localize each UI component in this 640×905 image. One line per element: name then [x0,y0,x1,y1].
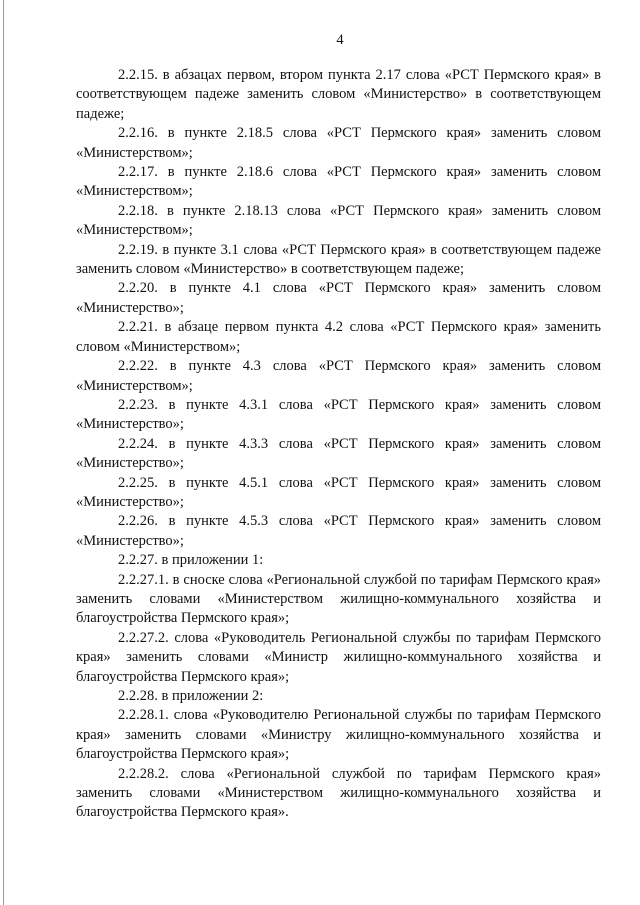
paragraph-2-2-27: 2.2.27. в приложении 1: [118,552,264,569]
paragraph-2-2-16: 2.2.16. в пункте 2.18.5 слова «РСТ Пермского края» заменить словом «Министерством»; [76,125,601,161]
paragraph-2-2-18: 2.2.18. в пункте 2.18.13 слова «РСТ Пермского края» заменить словом «Министерством»; [76,202,601,239]
paragraph-2-2-23: 2.2.23. в пункте 4.3.1 слова «РСТ Пермского края» заменить словом «Министерство»; [76,396,601,433]
paragraph-2-2-19: 2.2.19. в пункте 3.1 слова «РСТ Пермского края» в соответствующем падеже заменить словом «Министерство» в соответствующем падеже; [76,241,601,278]
paragraph-2-2-15: 2.2.15. в абзацах первом, втором пункта 2.17 слова «РСТ Пермского края» в соответствующем падеже заменить словом «Министерство» в соответствующем падеже; [76,67,601,122]
paragraph-2-2-21: 2.2.21. в абзаце первом пункта 4.2 слова «РСТ Пермского края» заменить словом «Министерством»; [76,319,601,355]
paragraph-2-2-28-1: 2.2.28.1. слова «Руководителю Региональной службы по тарифам Пермского края» заменить словами «Министру жилищно-коммунального хозяйства и благоустройства Пермского края»; [76,707,601,763]
page-edge-line [3,0,4,905]
paragraph-2-2-28: 2.2.28. в приложении 2: [118,688,264,704]
paragraph-2-2-17: 2.2.17. в пункте 2.18.6 слова «РСТ Пермского края» заменить словом «Министерством»; [76,164,601,200]
paragraph-2-2-20: 2.2.20. в пункте 4.1 слова «РСТ Пермского края» заменить словом «Министерство»; [76,280,601,316]
paragraph-2-2-27-2: 2.2.27.2. слова «Руководитель Региональной службы по тарифам Пермского края» заменить словами «Министр жилищно-коммунального хозяйства и благоустройства Пермского края»; [76,629,601,685]
paragraph-2-2-24: 2.2.24. в пункте 4.3.3 слова «РСТ Пермского края» заменить словом «Министерство»; [76,435,601,472]
document-body [76,66,601,823]
paragraph-2-2-26: 2.2.26. в пункте 4.5.3 слова «РСТ Пермского края» заменить словом «Министерство»; [76,513,601,549]
page-number: 4 [336,32,344,48]
paragraph-2-2-28-2: 2.2.28.2. слова «Региональной службой по тарифам Пермского края» заменить словами «Министерством жилищно-коммунального хозяйства и благоустройства Пермского края». [76,765,601,821]
paragraph-2-2-25: 2.2.25. в пункте 4.5.1 слова «РСТ Пермского края» заменить словом «Министерство»; [76,474,601,510]
paragraph-2-2-27-1: 2.2.27.1. в сноске слова «Региональной службой по тарифам Пермского края» заменить словами «Министерством жилищно-коммунального хозяйства и благоустройства Пермского края»; [76,571,601,627]
paragraph-2-2-22: 2.2.22. в пункте 4.3 слова «РСТ Пермского края» заменить словом «Министерством»; [76,358,601,394]
